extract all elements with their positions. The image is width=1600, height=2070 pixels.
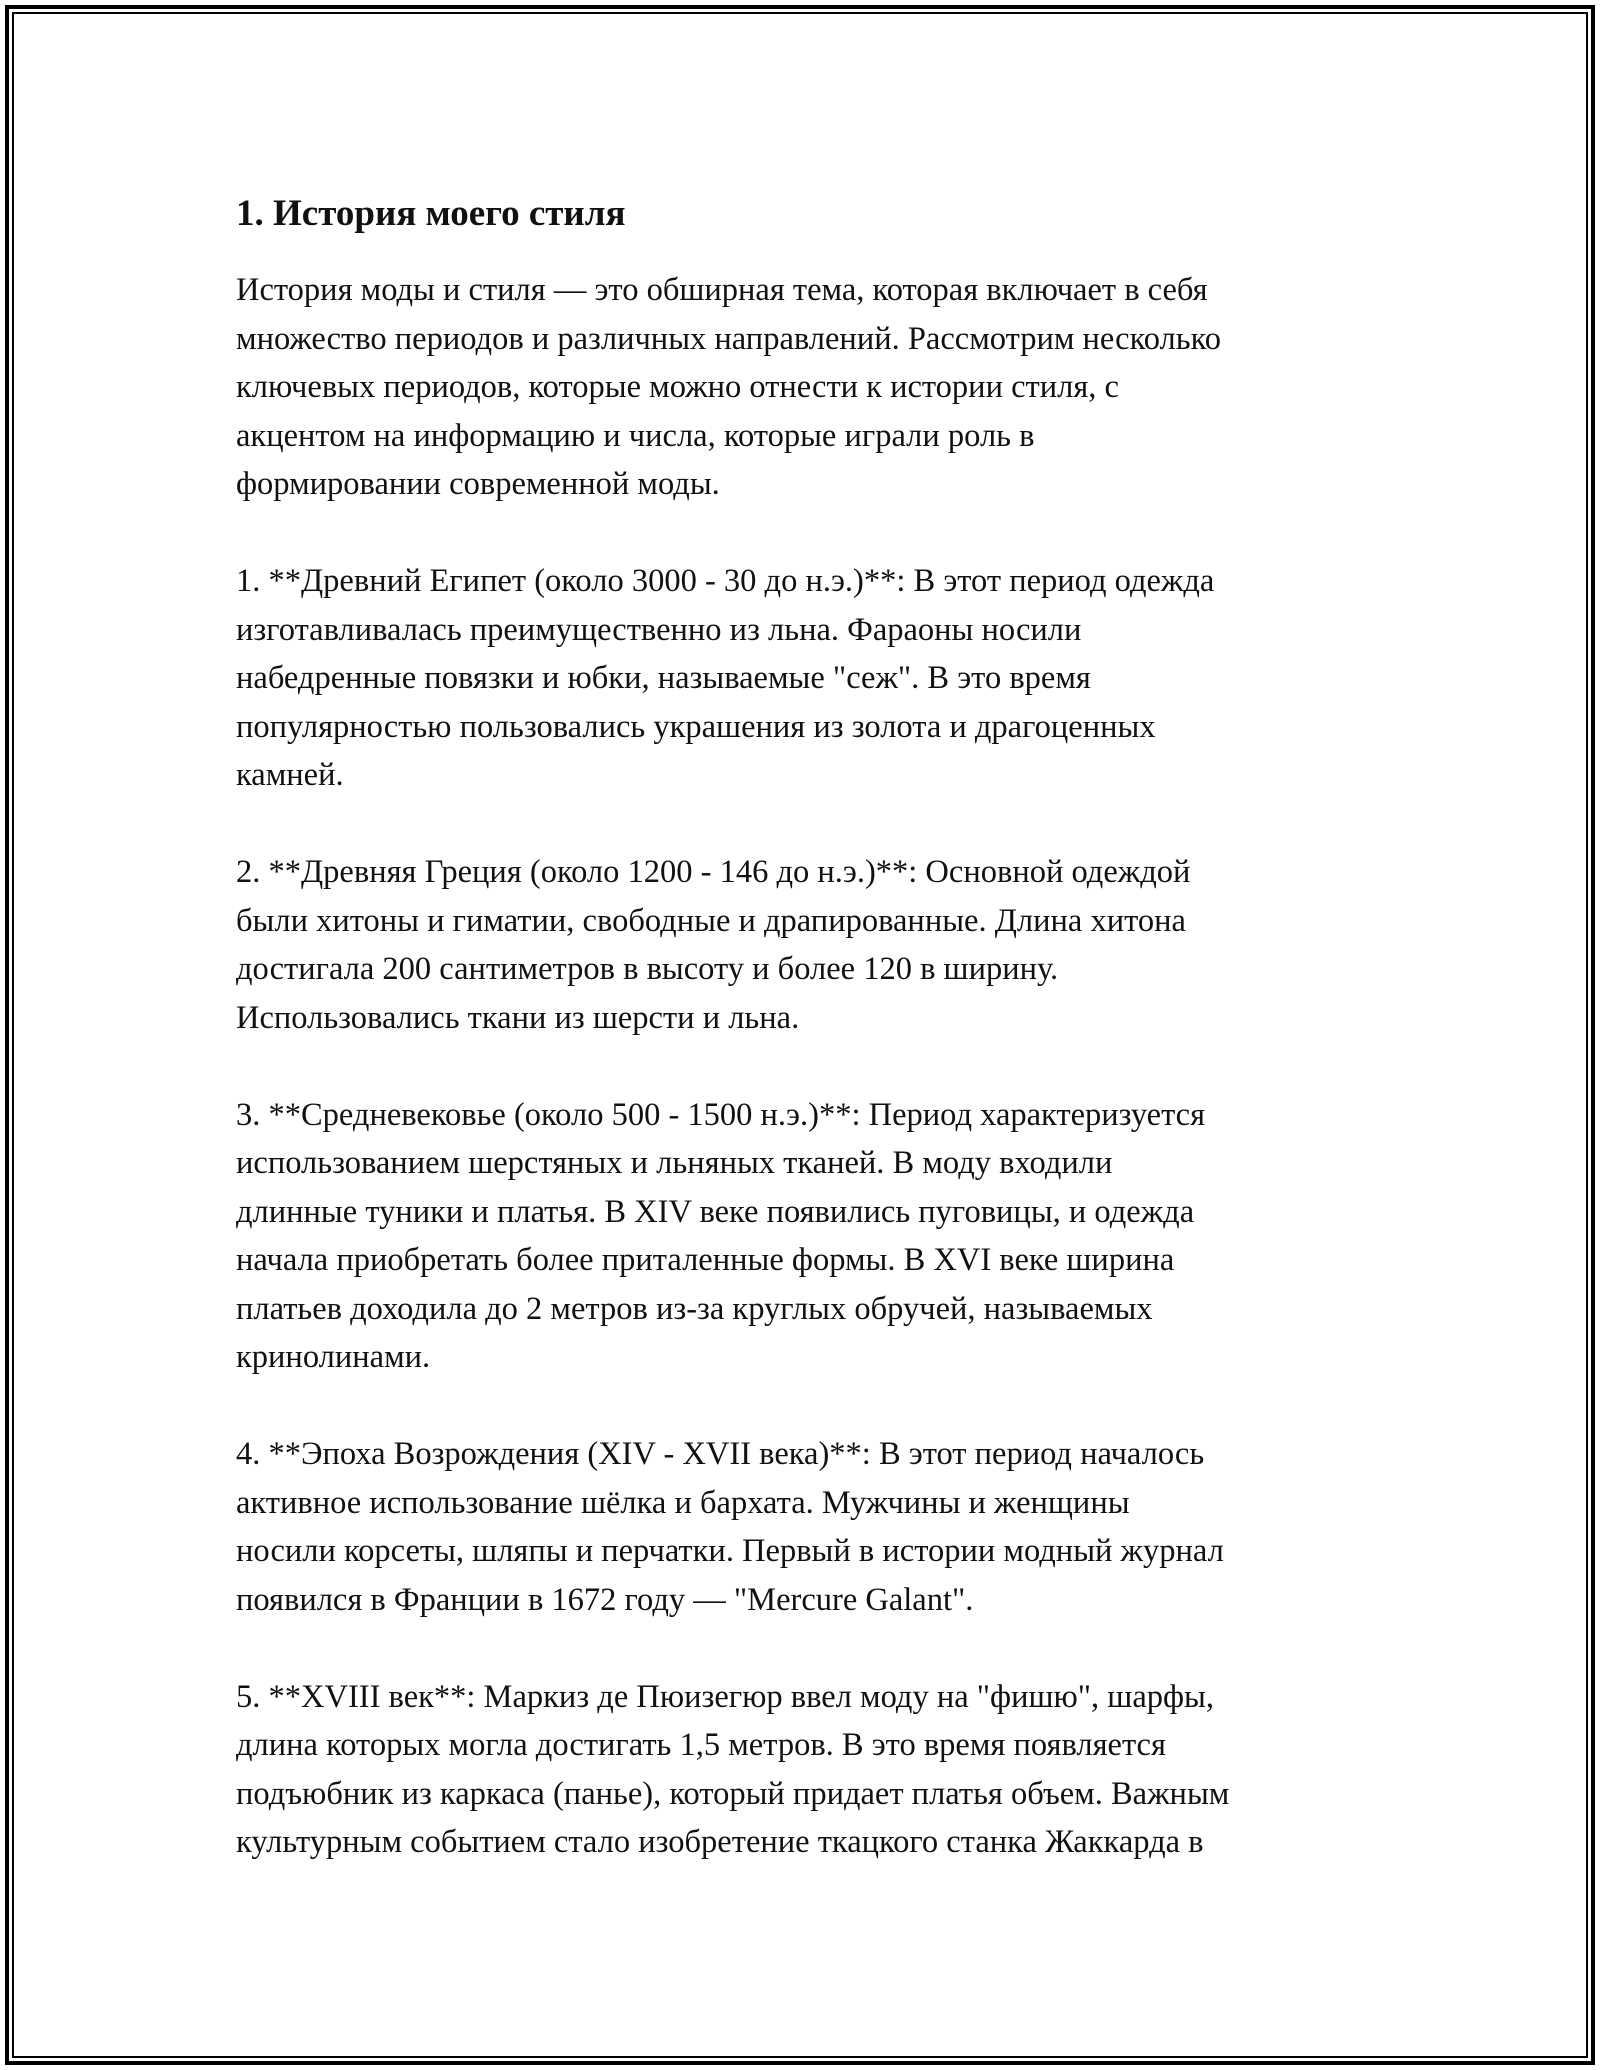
document-body bbox=[236, 188, 1376, 1867]
list-item-renaissance: 4. **Эпоха Возрождения (XIV - XVII века)**: В этот период началось активное использование шёлка и бархата. Мужчины и женщины носили корсеты, шляпы и перчатки. Первый в истории модный журнал появился в Франции в 1672 году — "Mercure Galant". bbox=[236, 1436, 1224, 1618]
section-heading: 1. История моего стиля bbox=[236, 193, 626, 234]
intro-paragraph: История моды и стиля — это обширная тема, которая включает в себя множество периодов и различных направлений. Рассмотрим несколько ключевых периодов, которые можно отнести к истории стиля, с акцентом на информацию и числа, которые играли роль в формировании современной моды. bbox=[236, 272, 1221, 502]
list-item-greece: 2. **Древняя Греция (около 1200 - 146 до н.э.)**: Основной одеждой были хитоны и гиматии, свободные и драпированные. Длина хитона достигала 200 сантиметров в высоту и более 120 в ширину. Использовались ткани из шерсти и льна. bbox=[236, 854, 1191, 1036]
list-item-egypt: 1. **Древний Египет (около 3000 - 30 до н.э.)**: В этот период одежда изготавливалась преимущественно из льна. Фараоны носили набедренные повязки и юбки, называемые "сеж". В это время популярностью пользовались украшения из золота и драгоценных камней. bbox=[236, 563, 1215, 793]
list-item-middle-ages: 3. **Средневековье (около 500 - 1500 н.э.)**: Период характеризуется использованием шерстяных и льняных тканей. В моду входили длинные туники и платья. В XIV веке появились пуговицы, и одежда начала приобретать более приталенные формы. В XVI веке ширина платьев доходила до 2 метров из-за круглых обручей, называемых кринолинами. bbox=[236, 1096, 1206, 1375]
list-item-18th-century: 5. **XVIII век**: Маркиз де Пюизегюр ввел моду на "фишю", шарфы, длина которых могла достигать 1,5 метров. В это время появляется подъюбник из каркаса (панье), который придает платья объем. Важным культурным событием стало изобретение ткацкого станка Жаккарда в bbox=[236, 1678, 1230, 1860]
